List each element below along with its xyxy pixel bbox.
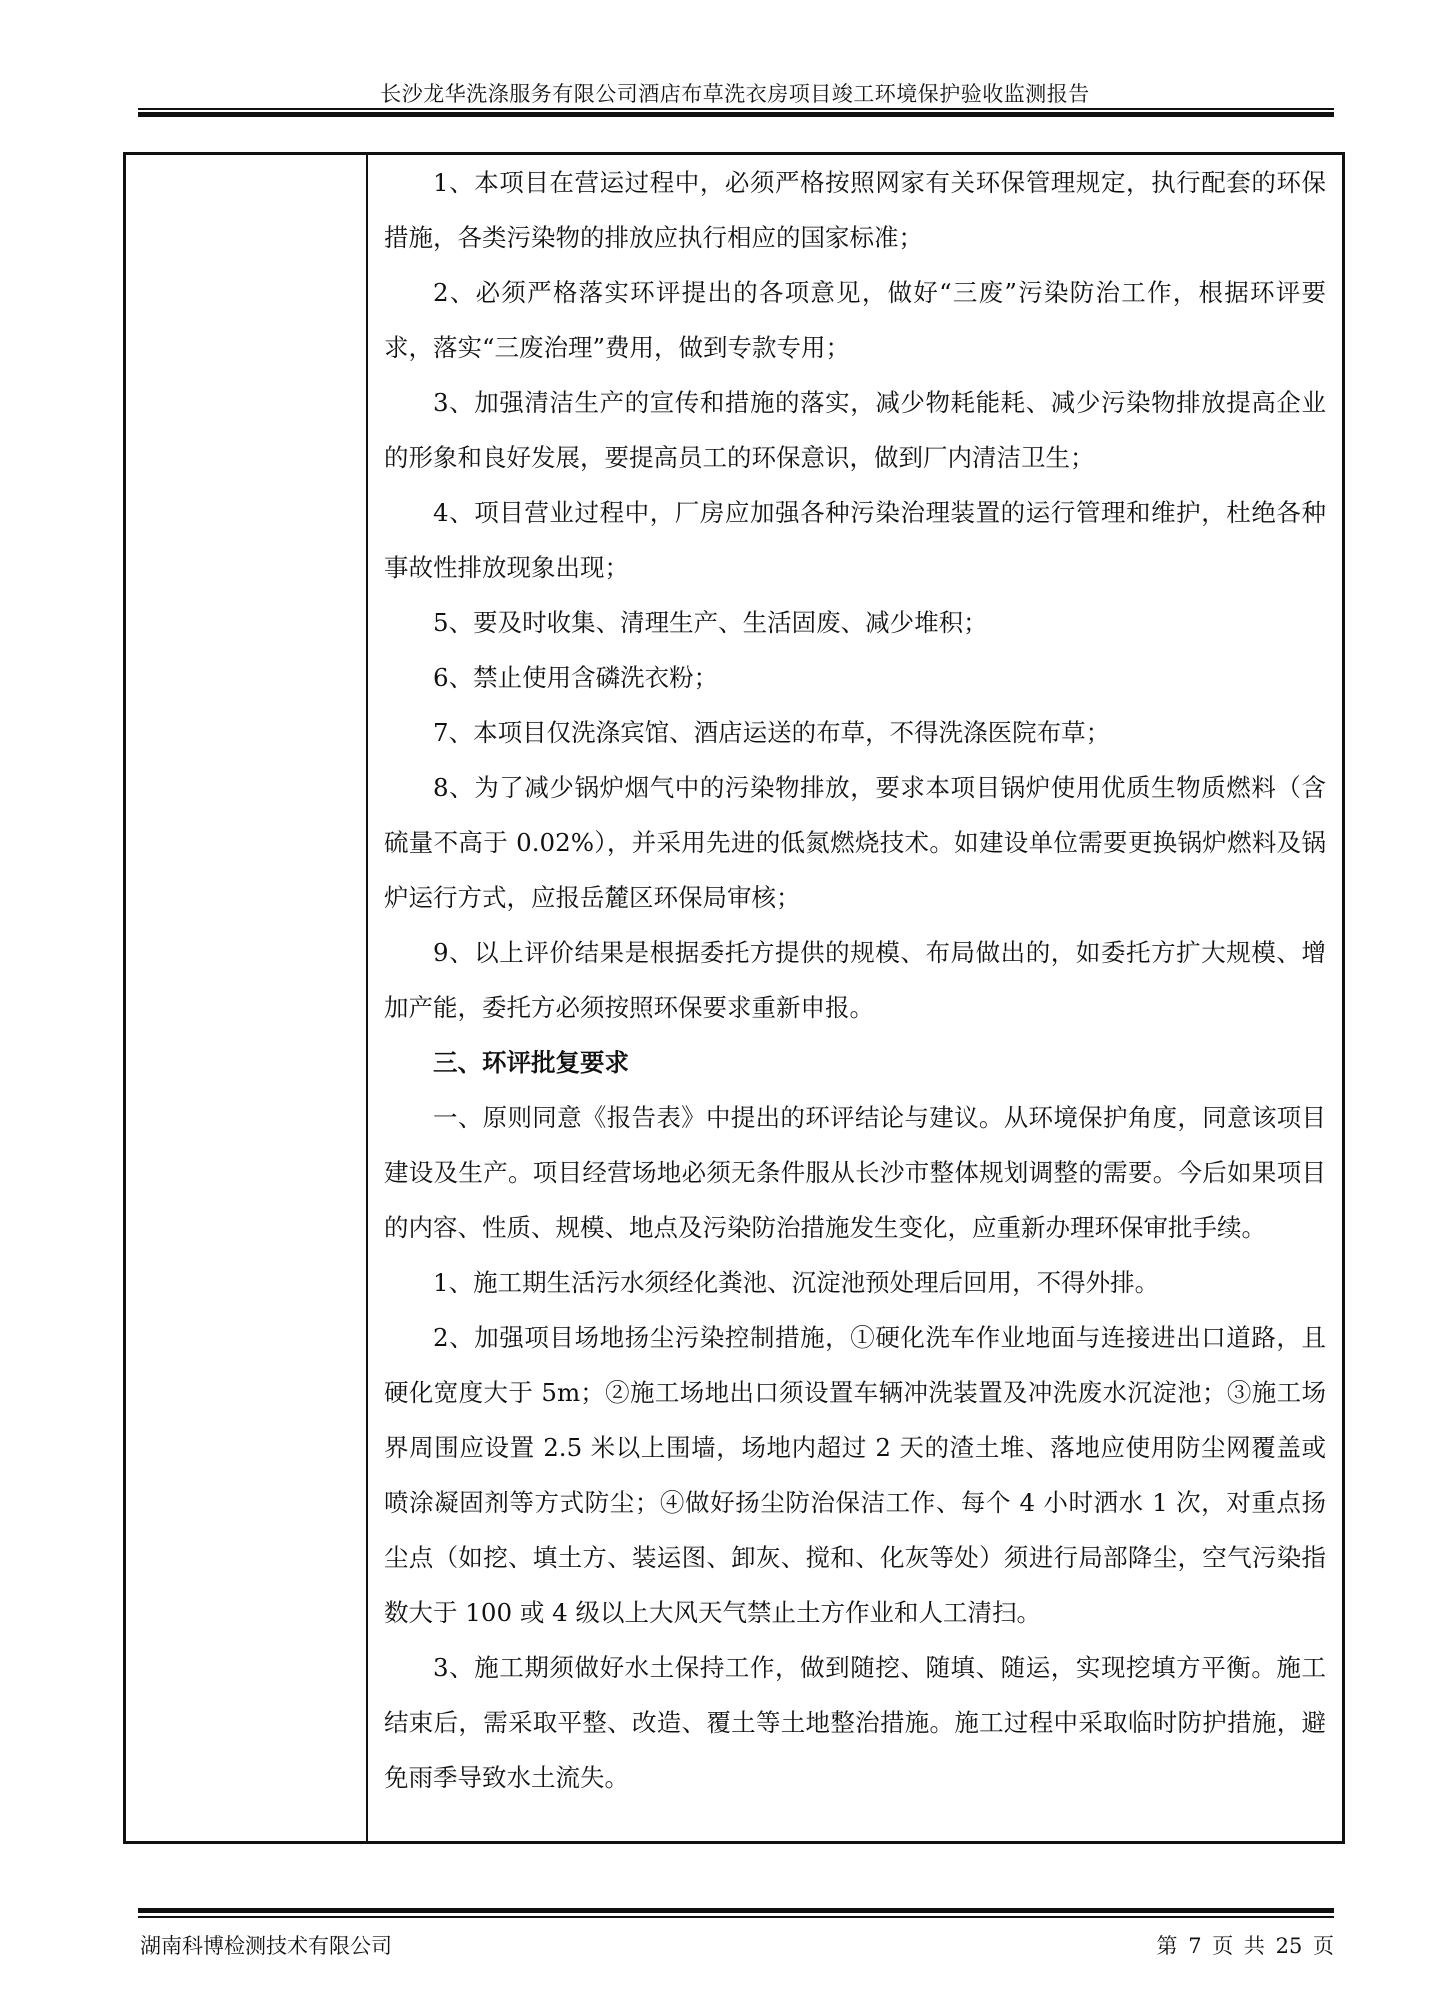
requirement-paragraph-1: 1、本项目在营运过程中，必须严格按照网家有关环保管理规定，执行配套的环保措施，各类污染物的排放应执行相应的国家标准； — [384, 168, 1326, 252]
page-header-title: 长沙龙华洗涤服务有限公司酒店布草洗衣房项目竣工环境保护验收监测报告 — [380, 82, 1090, 106]
content-table — [123, 152, 1345, 1844]
footer-page-number: 第 7 页 共 25 页 — [1156, 1934, 1334, 1958]
approval-paragraph-1: 1、施工期生活污水须经化粪池、沉淀池预处理后回用，不得外排。 — [433, 1268, 1160, 1297]
approval-paragraph-2: 2、加强项目场地扬尘污染控制措施，①硬化洗车作业地面与连接进出口道路，且硬化宽度大于 5m；②施工场地出口须设置车辆冲洗装置及冲洗废水沉淀池；③施工场界周围应设置 2.5 米以上围墙，场地内超过 2 天的渣土堆、落地应使用防尘网覆盖或喷涂凝固剂等方式防尘；④做好扬尘防治保洁工作、每个 4 小时洒水 1 次，对重点扬尘点（如挖、填土方、装运图、卸灰、搅和、化灰等处）须进行局部降尘，空气污染指数大于 100 或 4 级以上大风天气禁止土方作业和人工清扫。 — [384, 1323, 1326, 1627]
header-rule-thin — [138, 108, 1334, 110]
requirement-paragraph-8: 8、为了减少锅炉烟气中的污染物排放，要求本项目锅炉使用优质生物质燃料（含硫量不高于 0.02%），并采用先进的低氮燃烧技术。如建设单位需要更换锅炉燃料及锅炉运行方式，应报岳麓区环保局审核； — [384, 773, 1326, 912]
footer-rule-thick — [138, 1908, 1334, 1913]
requirement-paragraph-6: 6、禁止使用含磷洗衣粉； — [433, 663, 719, 692]
approval-paragraph-3: 3、施工期须做好水土保持工作，做到随挖、随填、随运，实现挖填方平衡。施工结束后，需采取平整、改造、覆土等土地整治措施。施工过程中采取临时防护措施，避免雨季导致水土流失。 — [384, 1653, 1326, 1792]
requirement-paragraph-5: 5、要及时收集、清理生产、生活固废、减少堆积； — [433, 608, 988, 637]
table-left-column — [126, 155, 368, 1841]
requirement-paragraph-2: 2、必须严格落实环评提出的各项意见，做好“三废”污染防治工作，根据环评要求，落实“三废治理”费用，做到专款专用； — [384, 278, 1326, 362]
footer-company-name: 湖南科博检测技术有限公司 — [140, 1934, 392, 1958]
requirement-paragraph-4: 4、项目营业过程中，厂房应加强各种污染治理装置的运行管理和维护，杜绝各种事故性排放现象出现； — [384, 498, 1326, 582]
requirement-paragraph-7: 7、本项目仅洗涤宾馆、酒店运送的布草，不得洗涤医院布草； — [433, 718, 1111, 747]
requirement-paragraph-9: 9、以上评价结果是根据委托方提供的规模、布局做出的，如委托方扩大规模、增加产能，委托方必须按照环保要求重新申报。 — [384, 938, 1326, 1022]
section-heading: 三、环评批复要求 — [433, 1048, 629, 1077]
table-content-cell — [384, 155, 1326, 1805]
approval-paragraph-general: 一、原则同意《报告表》中提出的环评结论与建议。从环境保护角度，同意该项目建设及生产。项目经营场地必须无条件服从长沙市整体规划调整的需要。今后如果项目的内容、性质、规模、地点及污染防治措施发生变化，应重新办理环保审批手续。 — [384, 1103, 1326, 1242]
header-rule-thick — [138, 112, 1334, 117]
footer-rule-thin — [138, 1916, 1334, 1918]
requirement-paragraph-3: 3、加强清洁生产的宣传和措施的落实，减少物耗能耗、减少污染物排放提高企业的形象和良好发展，要提高员工的环保意识，做到厂内清洁卫生； — [384, 388, 1326, 472]
